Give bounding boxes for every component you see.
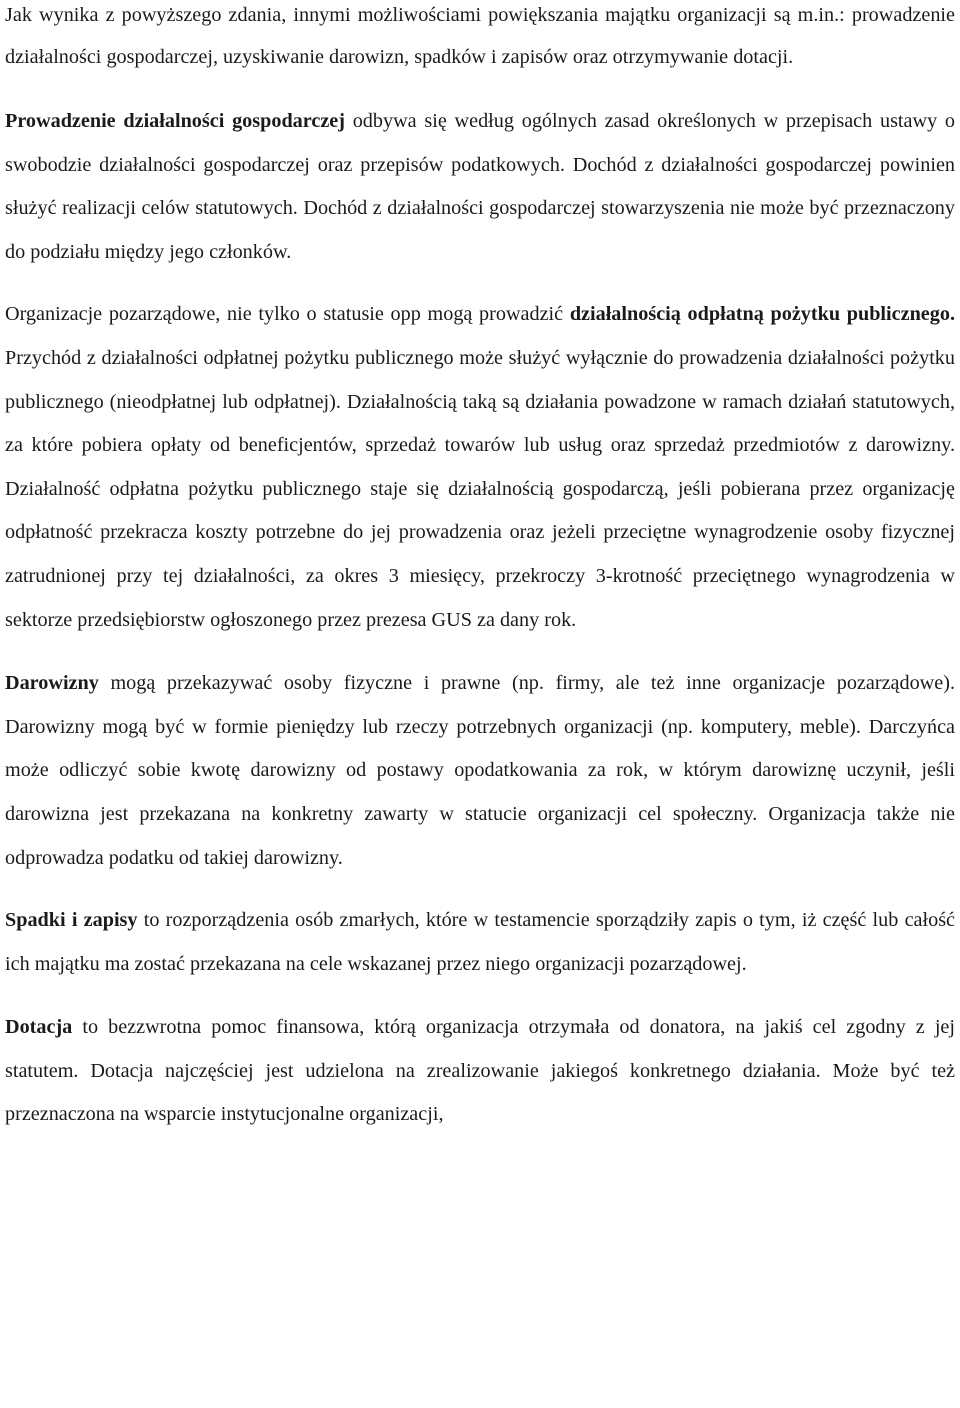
term-donations: Darowizny — [5, 672, 99, 695]
paragraph-intro — [5, 0, 955, 78]
intro-text: Jak wynika z powyższego zdania, innymi możliwościami powiększania majątku organizacji są m.in.: prowadzenie działalności gospodarczej, uzyskiwanie darowizn, spadków i zapisów oraz otrzymywanie dotacji. — [5, 4, 955, 68]
document-page — [5, 0, 955, 1137]
paragraph-donations — [5, 662, 955, 880]
grant-text: to bezzwrotna pomoc finansowa, którą organizacja otrzymała od donatora, na jakiś cel zgodny z jej statutem. Dotacja najczęściej jest udzielona na zrealizowanie jakiegoś konkretnego działania. Może być też przeznaczona na wsparcie instytucjonalne organizacji, — [5, 1016, 955, 1126]
business-text: odbywa się według ogólnych zasad określonych w przepisach ustawy o swobodzie działalności gospodarczej oraz przepisów podatkowych. Dochód z działalności gospodarczej powinien służyć realizacji celów statutowych. Dochód z działalności gospodarczej stowarzyszenia nie może być przeznaczony do podziału między jego członków. — [5, 110, 956, 263]
term-inheritance: Spadki i zapisy — [5, 909, 138, 932]
ngo-text-before: Organizacje pozarządowe, nie tylko o statusie opp mogą prowadzić — [5, 303, 570, 326]
inheritance-text: to rozporządzenia osób zmarłych, które w testamencie sporządziły zapis o tym, iż część lub całość ich majątku ma zostać przekazana na cele wskazanej przez niego organizacji pozarządowej. — [5, 909, 956, 975]
paragraph-business-activity — [5, 100, 955, 274]
term-business-activity: Prowadzenie działalności gospodarczej — [5, 110, 345, 132]
term-grant: Dotacja — [5, 1016, 73, 1039]
term-paid-public-benefit: działalnością odpłatną pożytku publicznego. — [569, 303, 955, 326]
paragraph-paid-public-benefit — [5, 293, 955, 642]
ngo-text-after: Przychód z działalności odpłatnej pożytku publicznego może służyć wyłącznie do prowadzenia działalności pożytku publicznego (nieodpłatnej lub odpłatnej). Działalnością taką są działania powadzone w ramach działań statutowych, za które pobiera opłaty od beneficjentów, sprzedaż towarów lub usług oraz sprzedaż przedmiotów z darowizny. Działalność odpłatna pożytku publicznego staje się działalnością gospodarczą, jeśli pobierana przez organizację odpłatność przekracza koszty potrzebne do jej prowadzenia oraz jeżeli przeciętne wynagrodzenie osoby fizycznej zatrudnionej przy tej działalności, za okres 3 miesięcy, przekroczy 3-krotność przeciętnego wynagrodzenia w sektorze przedsiębiorstw ogłoszonego przez prezesa GUS za dany rok. — [5, 346, 955, 631]
paragraph-grant — [5, 1006, 955, 1137]
paragraph-inheritance — [5, 899, 955, 986]
donations-text: mogą przekazywać osoby fizyczne i prawne (np. firmy, ale też inne organizacje pozarządowe). Darowizny mogą być w formie pieniędzy lub rzeczy potrzebnych organizacji (np. komputery, meble). Darczyńca może odliczyć sobie kwotę darowizny od postawy opodatkowania za rok, w którym darowiznę uczynił, jeśli darowizna jest przekazana na konkretny zawarty w statucie organizacji cel społeczny. Organizacja także nie odprowadza podatku od takiej darowizny. — [5, 672, 955, 869]
